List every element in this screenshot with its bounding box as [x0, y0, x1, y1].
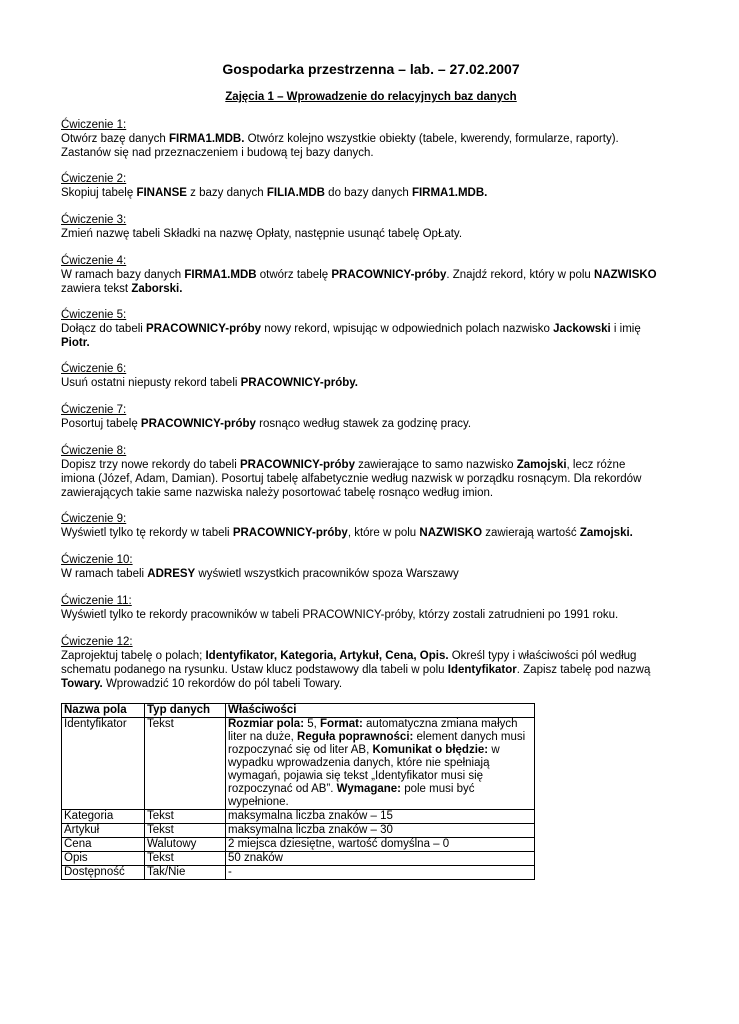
exercise-text-line — [61, 146, 681, 160]
text-run: Określ typy i właściwości pól według — [448, 650, 637, 662]
table-row — [62, 718, 535, 810]
exercise-heading: Ćwiczenie 4: — [61, 255, 127, 267]
properties-line — [228, 757, 532, 770]
document-title: Gospodarka przestrzenna – lab. – 27.02.2007 — [222, 61, 520, 77]
exercise-heading: Ćwiczenie 3: — [61, 214, 127, 226]
exercise-9 — [61, 512, 681, 540]
exercise-heading: Ćwiczenie 7: — [61, 404, 127, 416]
bold-text: Komunikat o błędzie: — [372, 744, 489, 756]
bold-text: PRACOWNICY-próby — [331, 269, 447, 281]
exercise-4 — [61, 254, 681, 296]
exercise-text-line — [61, 322, 681, 336]
exercise-8 — [61, 444, 681, 500]
exercise-heading: Ćwiczenie 2: — [61, 173, 127, 185]
table-body — [62, 718, 535, 880]
bold-text: FIRMA1.MDB. — [169, 133, 245, 145]
text-run: rozpoczynać się od liter AB, — [228, 744, 373, 756]
exercise-2 — [61, 172, 681, 200]
text-run: schematu podanego na rysunku. Ustaw klucz podstawowy dla tabeli w polu — [61, 664, 448, 676]
properties-line — [228, 824, 532, 837]
exercise-heading: Ćwiczenie 12: — [61, 636, 133, 648]
properties-cell — [226, 718, 535, 810]
text-run: wypadku wprowadzenia danych, które nie spełniają — [228, 757, 490, 769]
text-run: rozpoczynać od AB”. — [228, 783, 337, 795]
field-name-cell: Kategoria — [62, 810, 145, 824]
bold-text: PRACOWNICY-próby — [140, 418, 256, 430]
text-run: Usuń ostatni niepusty rekord tabeli — [61, 377, 241, 389]
field-name-cell: Dostępność — [62, 866, 145, 880]
exercise-text-line — [61, 336, 681, 350]
text-run: 50 znaków — [228, 852, 283, 864]
bold-text: Rozmiar pola: — [228, 718, 305, 730]
text-run: wyświetl wszystkich pracowników spoza Warszawy — [195, 568, 459, 580]
properties-line — [228, 744, 532, 757]
exercise-text-line — [61, 132, 681, 146]
text-run: Zastanów się nad przeznaczeniem i budową tej bazy danych. — [61, 147, 374, 159]
data-type-cell: Walutowy — [145, 838, 226, 852]
data-type-cell: Tekst — [145, 810, 226, 824]
column-header-data-type: Typ danych — [145, 704, 226, 718]
exercise-5 — [61, 308, 681, 350]
properties-cell — [226, 866, 535, 880]
field-name-cell: Artykuł — [62, 824, 145, 838]
properties-line — [228, 770, 532, 783]
text-run: otwórz tabelę — [256, 269, 332, 281]
text-run: Dopisz trzy nowe rekordy do tabeli — [61, 459, 240, 471]
text-run: , które w polu — [347, 527, 420, 539]
properties-cell — [226, 838, 535, 852]
column-header-properties: Właściwości — [226, 704, 535, 718]
text-run: maksymalna liczba znaków – 15 — [228, 810, 393, 822]
bold-text: Format: — [320, 718, 363, 730]
table-row — [62, 838, 535, 852]
field-name-cell: Cena — [62, 838, 145, 852]
bold-text: PRACOWNICY-próby. — [240, 377, 358, 389]
text-run: zawierające to samo nazwisko — [354, 459, 517, 471]
text-run: 5, — [304, 718, 321, 730]
exercise-heading: Ćwiczenie 9: — [61, 513, 127, 525]
text-run: zawierających takie same nazwiska należy posortować tabelę rosnąco według imion. — [61, 487, 494, 499]
exercise-text-line — [61, 227, 681, 241]
text-run: nowy rekord, wpisując w odpowiednich polach nazwisko — [261, 323, 554, 335]
text-run: Zmień nazwę tabeli Składki na nazwę Opłaty, następnie usunąć tabelę OpŁaty. — [61, 228, 463, 240]
text-run: wypełnione. — [228, 796, 289, 808]
bold-text: Wymagane: — [336, 783, 402, 795]
exercise-text-line — [61, 186, 681, 200]
table-row — [62, 866, 535, 880]
document-subtitle: Zajęcia 1 – Wprowadzenie do relacyjnych baz danych — [225, 91, 517, 103]
properties-line — [228, 783, 532, 796]
field-properties-table — [61, 703, 535, 880]
properties-cell — [226, 810, 535, 824]
bold-text: FIRMA1.MDB — [184, 269, 257, 281]
bold-text: Piotr. — [61, 337, 90, 349]
properties-cell — [226, 852, 535, 866]
text-run: element danych musi — [413, 731, 526, 743]
exercise-text-line — [61, 417, 681, 431]
text-run: z bazy danych — [186, 187, 267, 199]
exercise-heading: Ćwiczenie 11: — [61, 595, 132, 607]
data-type-cell: Tak/Nie — [145, 866, 226, 880]
text-run: Skopiuj tabelę — [61, 187, 137, 199]
bold-text: FILIA.MDB — [266, 187, 325, 199]
text-run: w — [488, 744, 500, 756]
exercise-text-line — [61, 458, 681, 472]
bold-text: NAZWISKO — [594, 269, 657, 281]
bold-text: Towary. — [61, 678, 103, 690]
bold-text: FIRMA1.MDB. — [411, 187, 488, 199]
text-run: Dołącz do tabeli — [61, 323, 147, 335]
exercise-text-line — [61, 472, 681, 486]
bold-text: PRACOWNICY-próby — [232, 527, 348, 539]
bold-text: FINANSE — [136, 187, 187, 199]
column-header-field-name: Nazwa pola — [62, 704, 145, 718]
bold-text: Zamojski. — [579, 527, 633, 539]
exercise-text-line — [61, 567, 681, 581]
text-run: i imię — [610, 323, 641, 335]
exercise-text-line — [61, 526, 681, 540]
bold-text: Zamojski — [516, 459, 567, 471]
data-type-cell: Tekst — [145, 852, 226, 866]
properties-line — [228, 731, 532, 744]
exercise-1 — [61, 118, 681, 160]
bold-text: PRACOWNICY-próby — [146, 323, 262, 335]
text-run: pole musi być — [401, 783, 475, 795]
properties-line — [228, 838, 532, 851]
text-run: do bazy danych — [324, 187, 412, 199]
exercise-10 — [61, 553, 681, 581]
text-run: zawierają wartość — [482, 527, 580, 539]
properties-line — [228, 796, 532, 809]
bold-text: Identyfikator — [447, 664, 517, 676]
properties-line — [228, 852, 532, 865]
text-run: Posortuj tabelę — [61, 418, 141, 430]
bold-text: PRACOWNICY-próby — [239, 459, 355, 471]
bold-text: ADRESY — [147, 568, 196, 580]
text-run: , lecz różne — [566, 459, 626, 471]
exercise-heading: Ćwiczenie 8: — [61, 445, 127, 457]
bold-text: Identyfikator, Kategoria, Artykuł, Cena, Opis. — [205, 650, 449, 662]
bold-text: Reguła poprawności: — [297, 731, 414, 743]
exercise-heading: Ćwiczenie 6: — [61, 363, 127, 375]
properties-line — [228, 810, 532, 823]
text-run: maksymalna liczba znaków – 30 — [228, 824, 393, 836]
text-run: liter na duże, — [228, 731, 298, 743]
exercise-11 — [61, 594, 681, 622]
text-run: rosnąco według stawek za godzinę pracy. — [255, 418, 472, 430]
text-run: Wyświetl tylko tę rekordy w tabeli — [61, 527, 233, 539]
text-run: Otwórz kolejno wszystkie obiekty (tabele, kwerendy, formularze, raporty). — [244, 133, 619, 145]
exercise-heading: Ćwiczenie 5: — [61, 309, 127, 321]
exercise-text-line — [61, 608, 681, 622]
exercise-heading: Ćwiczenie 10: — [61, 554, 133, 566]
table-row — [62, 810, 535, 824]
field-name-cell: Identyfikator — [62, 718, 145, 810]
exercise-text-line — [61, 677, 681, 691]
text-run: . Znajdź rekord, który w polu — [446, 269, 595, 281]
text-run: automatyczna zmiana małych — [362, 718, 518, 730]
text-run: zawiera tekst — [61, 283, 132, 295]
exercise-3 — [61, 213, 681, 241]
text-run: Zaprojektuj tabelę o polach; — [61, 650, 206, 662]
exercise-heading: Ćwiczenie 1: — [61, 119, 127, 131]
bold-text: Jackowski — [553, 323, 611, 335]
exercise-text-line — [61, 649, 681, 663]
text-run: W ramach bazy danych — [61, 269, 185, 281]
properties-line — [228, 866, 532, 879]
text-run: Wprowadzić 10 rekordów do pól tabeli Towary. — [102, 678, 343, 690]
text-run: - — [228, 866, 232, 878]
exercise-text-line — [61, 268, 681, 282]
table-row — [62, 824, 535, 838]
text-run: . Zapisz tabelę pod nazwą — [516, 664, 651, 676]
bold-text: Zaborski. — [131, 283, 183, 295]
exercise-text-line — [61, 376, 681, 390]
text-run: wymagań, pojawia się tekst „Identyfikator musi się — [228, 770, 484, 782]
text-run: imiona (Józef, Adam, Damian). Posortuj tabelę alfabetycznie według nazwisk w porządku rosnącym. Dla rekordów — [61, 473, 642, 485]
field-name-cell: Opis — [62, 852, 145, 866]
data-type-cell: Tekst — [145, 824, 226, 838]
table-row — [62, 852, 535, 866]
exercise-6 — [61, 362, 681, 390]
exercise-text-line — [61, 282, 681, 296]
exercise-12 — [61, 635, 681, 691]
exercise-text-line — [61, 663, 681, 677]
data-type-cell: Tekst — [145, 718, 226, 810]
properties-line — [228, 718, 532, 731]
properties-cell — [226, 824, 535, 838]
text-run: 2 miejsca dziesiętne, wartość domyślna – 0 — [228, 838, 450, 850]
text-run: Wyświetl tylko te rekordy pracowników w tabeli PRACOWNICY-próby, którzy zostali zatrudnieni po 1991 roku. — [61, 609, 619, 621]
exercise-7 — [61, 403, 681, 431]
text-run: W ramach tabeli — [61, 568, 148, 580]
bold-text: NAZWISKO — [419, 527, 483, 539]
text-run: Otwórz bazę danych — [61, 133, 170, 145]
table-header-row — [62, 704, 535, 718]
exercise-text-line — [61, 486, 681, 500]
